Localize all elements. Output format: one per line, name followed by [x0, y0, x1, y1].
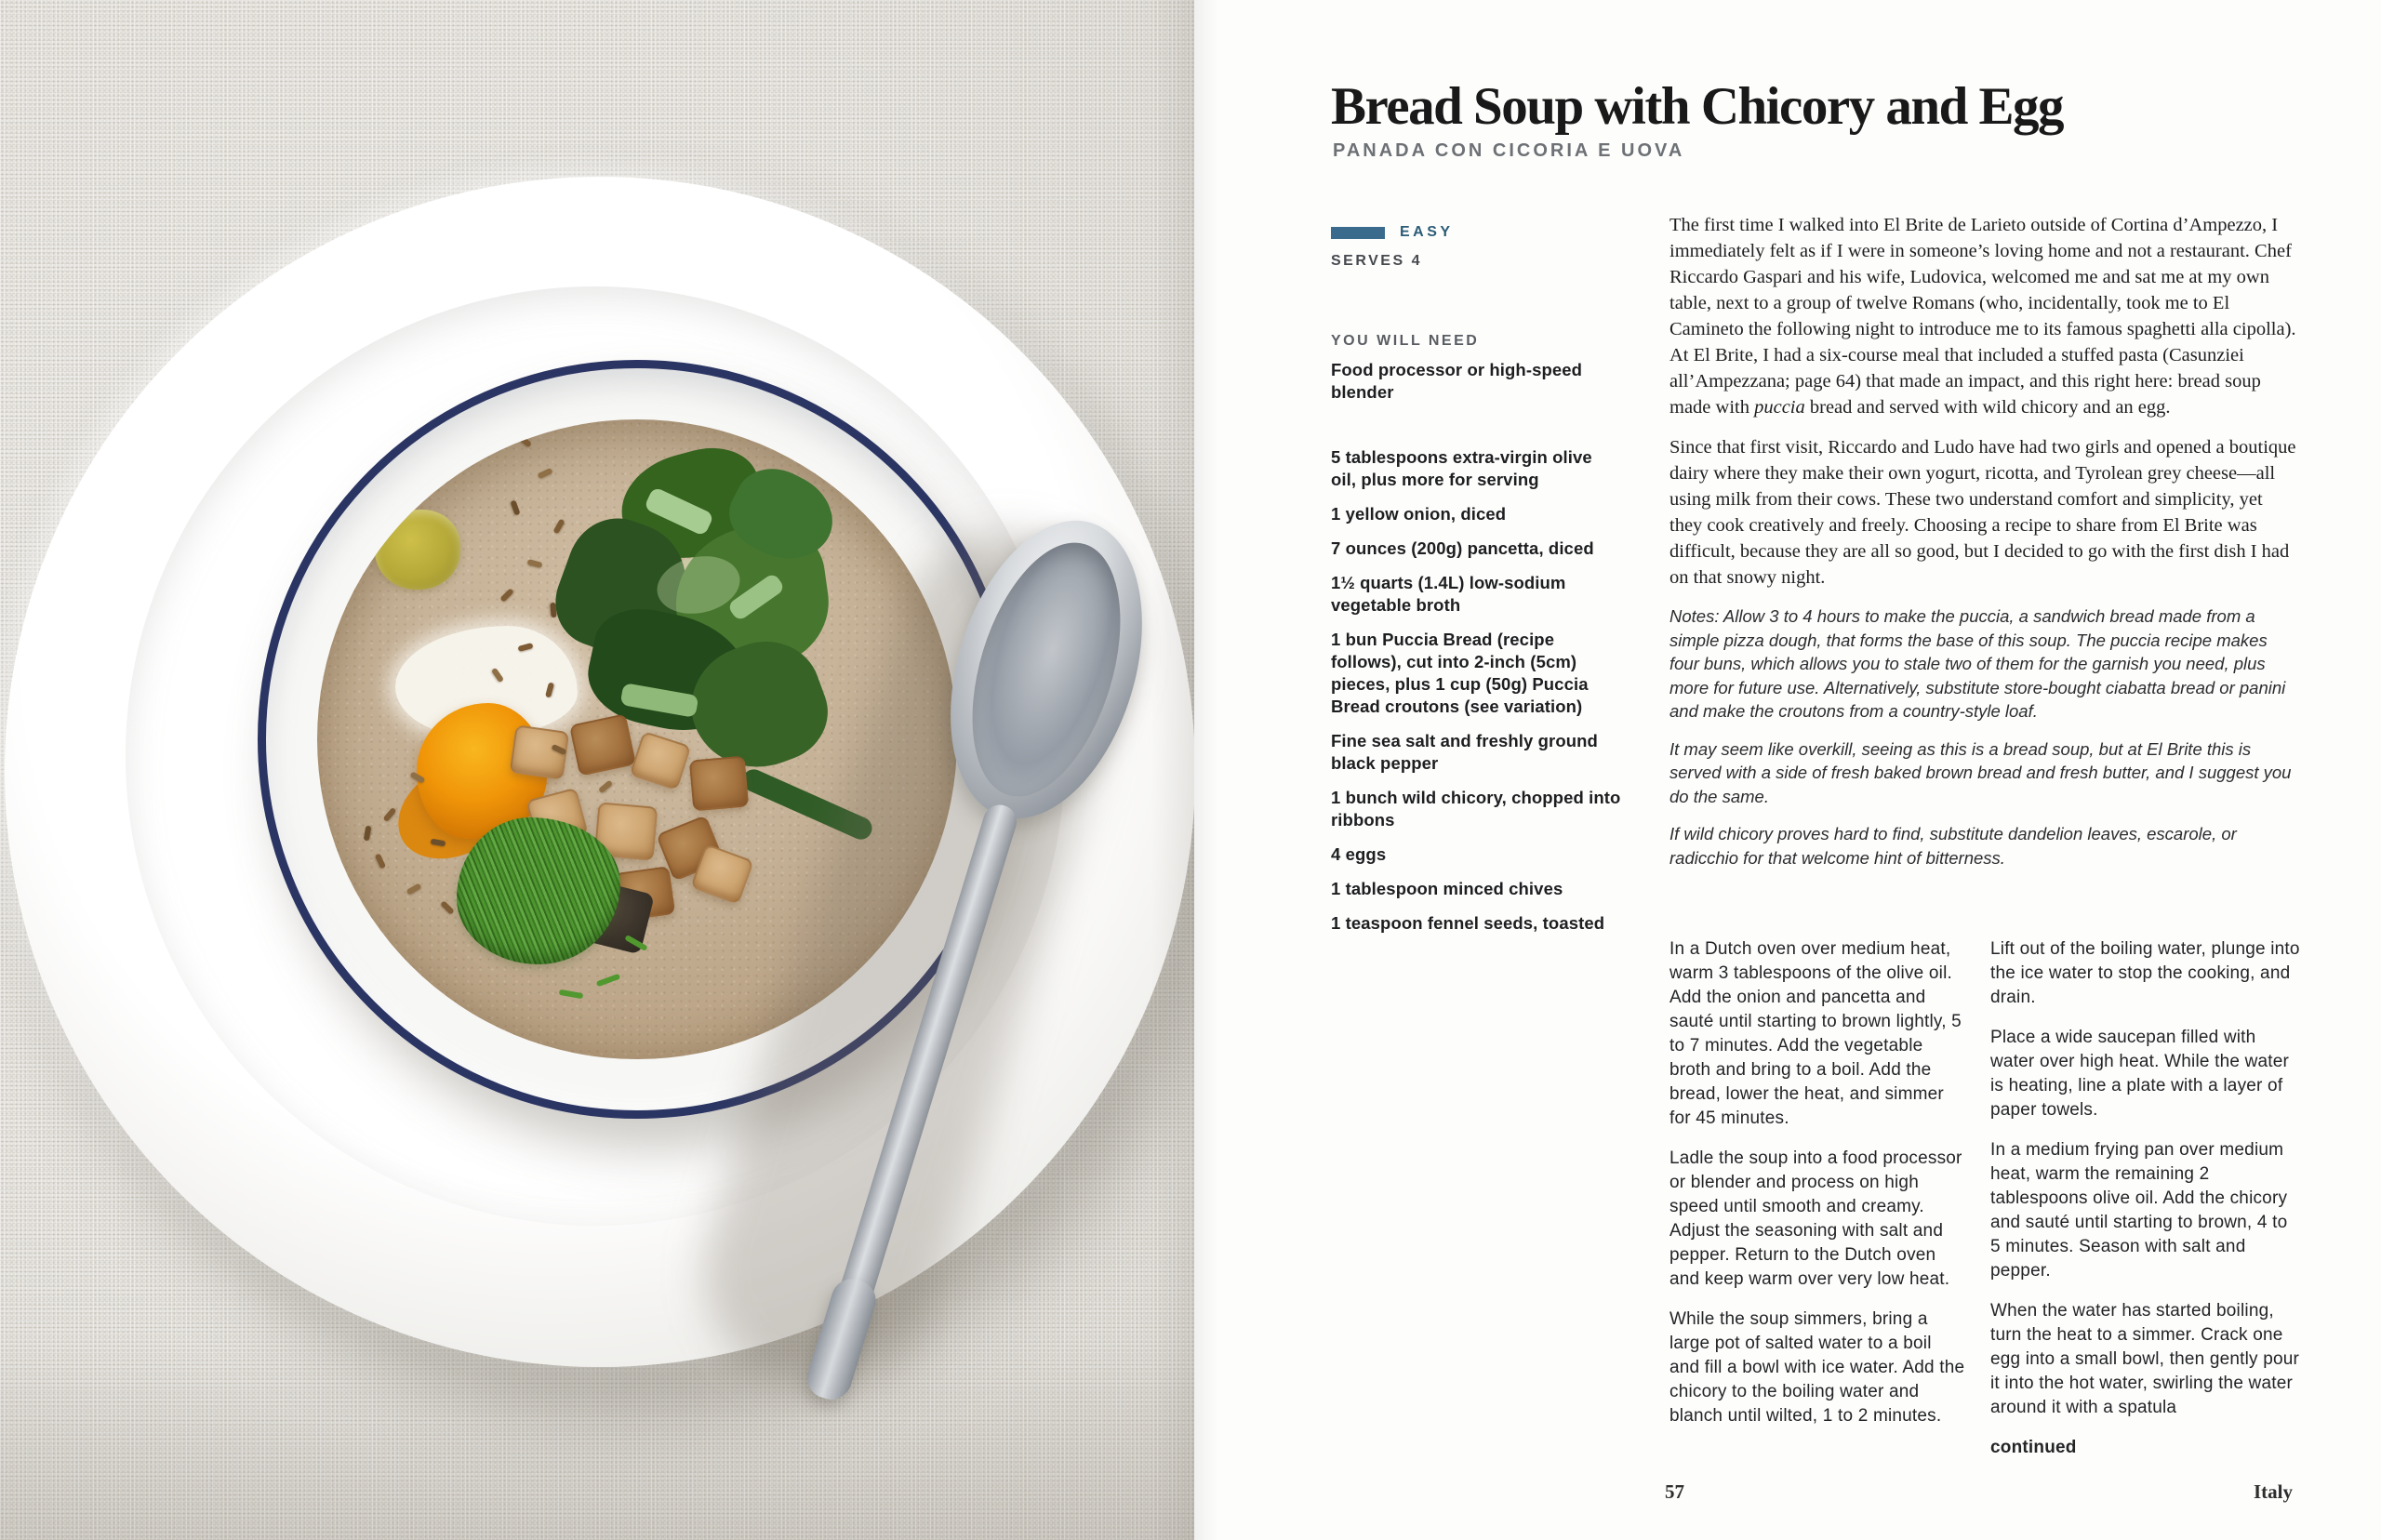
ingredient-item: 1 tablespoon minced chives — [1331, 879, 1563, 898]
instruction-step: In a Dutch oven over medium heat, warm 3 tablespoons of the olive oil. Add the onion and pancetta and sauté until starting to brown lightly, 5 to 7 minutes. Add the vegetable broth and bring to a boil. Add the bread, lower the heat, and simmer for 45 minutes. — [1669, 939, 1962, 1128]
serves-label: SERVES 4 — [1331, 253, 1422, 269]
difficulty-bar — [1331, 227, 1385, 239]
fennel-seed — [440, 900, 455, 915]
ingredients-list — [1331, 359, 1621, 947]
difficulty-row — [1331, 224, 1454, 241]
equipment-item: Food processor or high-speed blender — [1331, 360, 1583, 402]
instruction-step: Ladle the soup into a food processor or blender and process on high speed until smooth and creamy. Adjust the seasoning with salt and pepper. Return to the Dutch oven and keep warm over very low heat. — [1669, 1148, 1962, 1289]
ingredient-item: 1 teaspoon fennel seeds, toasted — [1331, 913, 1605, 933]
instruction-step: Lift out of the boiling water, plunge into the ice water to stop the cooking, and drain. — [1990, 939, 2300, 1007]
ingredient-item: 4 eggs — [1331, 844, 1387, 864]
crouton — [569, 713, 636, 777]
instructions-column-right — [1990, 937, 2301, 1476]
page-gutter-shadow — [1194, 0, 1218, 1540]
intro-paragraph — [1669, 212, 2300, 420]
section-label: Italy — [2254, 1480, 2293, 1503]
note-paragraph: It may seem like overkill, seeing as this is a bread soup, but at El Brite this is served with a side of fresh baked brown bread and fresh butter, and I suggest you do the same. — [1669, 738, 2292, 806]
instruction-step: In a medium frying pan over medium heat, warm the remaining 2 tablespoons olive oil. Add the chicory and sauté until starting to brown, 4 to 5 minutes. Season with salt and pepper. — [1990, 1140, 2288, 1281]
olive-oil-drop — [375, 510, 460, 590]
intro-italic-word: puccia — [1754, 397, 1805, 418]
you-will-need-heading: YOU WILL NEED — [1331, 333, 1480, 349]
ingredient-item: 7 ounces (200g) pancetta, diced — [1331, 538, 1594, 558]
gutter-shadow — [1151, 0, 1194, 1540]
fennel-seed — [550, 603, 556, 617]
note-paragraph: If wild chicory proves hard to find, substitute dandelion leaves, escarole, or radicchio for that welcome hint of bitterness. — [1669, 824, 2237, 868]
instruction-step: While the soup simmers, bring a large pot of salted water to a boil and fill a bowl with ice water. Add the chicory to the boiling water and blanch until wilted, 1 to 2 minutes. — [1669, 1309, 1965, 1426]
ingredient-item: 1½ quarts (1.4L) low-sodium vegetable broth — [1331, 573, 1566, 615]
recipe-title: Bread Soup with Chicory and Egg — [1331, 77, 2064, 136]
difficulty-label: EASY — [1400, 224, 1454, 240]
intro-text-run: bread and served with wild chicory and an egg. — [1804, 397, 2171, 418]
intro-text — [1669, 212, 2300, 883]
fennel-seed — [375, 853, 386, 869]
note-paragraph: Notes: Allow 3 to 4 hours to make the puccia, a sandwich bread made from a simple pizza dough, that forms the base of this soup. The puccia recipe makes four buns, which allows you to stale two of them for the garnish you need, plus more for future use. Alternatively, substitute store-bought ciabatta bread or panini and make the croutons from a country-style loaf. — [1669, 606, 2286, 721]
continued-label: continued — [1990, 1438, 2077, 1457]
recipe-page — [1194, 0, 2381, 1540]
recipe-subtitle: PANADA CON CICORIA E UOVA — [1333, 140, 1685, 161]
crouton — [630, 731, 692, 790]
chive — [596, 974, 620, 988]
instruction-step: When the water has started boiling, turn the heat to a simmer. Crack one egg into a small bowl, then gently pour it into the hot water, swirling the water around it with a spatula — [1990, 1301, 2300, 1417]
fennel-seed — [406, 883, 422, 895]
ingredient-item: 5 tablespoons extra-virgin olive oil, plus more for serving — [1331, 447, 1592, 489]
fennel-seed — [499, 588, 514, 603]
ingredient-item: 1 bunch wild chicory, chopped into ribbons — [1331, 788, 1621, 830]
ingredient-item: 1 bun Puccia Bread (recipe follows), cut into 2-inch (5cm) pieces, plus 1 cup (50g) Puccia Bread croutons (see variation) — [1331, 630, 1589, 716]
fennel-seed — [364, 826, 372, 842]
fennel-seed — [510, 499, 520, 515]
intro-text-run: The first time I walked into El Brite de Larieto outside of Cortina d’Ampezzo, I immediately felt as if I were in someone’s loving home and not a restaurant. Chef Riccardo Gaspari and his wife, Ludovica, welcomed me and sat me at my own table, next to a group of twelve Romans (who, incidentally, took me to El Camineto the following night to introduce me to its famous spaghetti alla cipolla). At El Brite, I had a six-course meal that included a stuffed pasta (Casunziei all’Ampezzana; page 64) that made an impact, and this right here: bread soup made with — [1669, 215, 2296, 418]
instruction-step: Place a wide saucepan filled with water over high heat. While the water is heating, line a plate with a layer of paper towels. — [1990, 1028, 2290, 1120]
intro-paragraph: Since that first visit, Riccardo and Ludo have had two girls and opened a boutique dairy where they make their own yogurt, ricotta, and Tyrolean grey cheese—all using milk from their cows. These two understand comfort and simplicity, yet they cook creatively and freely. Choosing a recipe to share from El Brite was difficult, because they are all so good, but I decided to go with the first dish I had on that snowy night. — [1669, 437, 2296, 588]
fennel-seed — [517, 434, 532, 448]
crouton — [689, 755, 750, 811]
fennel-seed — [383, 807, 397, 822]
notes-block — [1669, 604, 2300, 870]
chive — [559, 989, 584, 999]
ingredient-item: 1 yellow onion, diced — [1331, 504, 1507, 524]
instructions-column-left — [1669, 937, 1965, 1444]
page-number: 57 — [1665, 1480, 1684, 1503]
ingredient-item: Fine sea salt and freshly ground black pepper — [1331, 731, 1598, 773]
